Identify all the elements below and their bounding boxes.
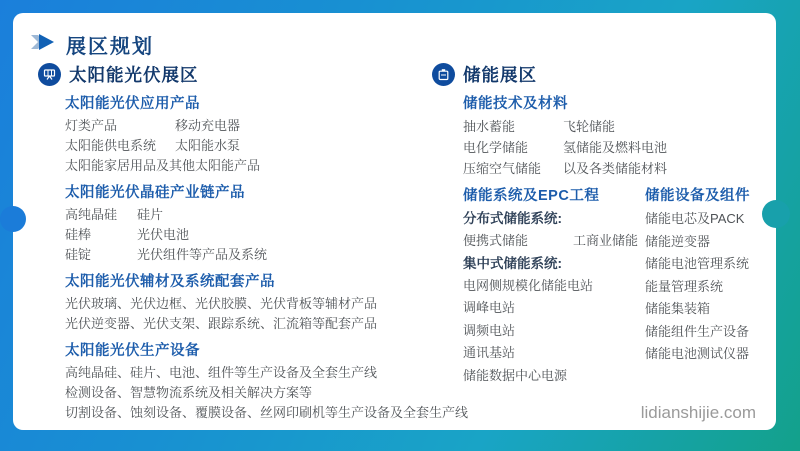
energy-storage-section-title: 储能展区: [463, 64, 537, 85]
pv-group-applications: [65, 95, 430, 176]
group-heading: 储能技术及材料: [463, 96, 568, 112]
list-item: 硅棒 光伏电池: [65, 227, 190, 242]
list-item: 抽水蓄能 飞轮储能: [463, 119, 616, 134]
storage-group-equipment: [645, 179, 774, 387]
list-item: 太阳能家居用品及其他太阳能产品: [65, 158, 261, 173]
solar-pv-section-title: 太阳能光伏展区: [69, 64, 199, 85]
group-heading: 太阳能光伏晶硅产业链产品: [65, 185, 245, 201]
energy-storage-section-header: [432, 61, 774, 87]
list-item: 储能集装箱: [645, 301, 711, 316]
list-item: 电化学储能 氢储能及燃料电池: [463, 140, 668, 155]
energy-storage-section: [432, 61, 774, 387]
battery-icon: [432, 63, 455, 86]
list-item: 硅锭 光伏组件等产品及系统: [65, 247, 268, 262]
watermark: lidianshijie.com: [640, 403, 756, 422]
list-item: 储能组件生产设备: [645, 323, 750, 339]
list-item: 便携式储能 工商业储能: [463, 233, 639, 248]
list-item: 储能数据中心电源: [463, 367, 568, 383]
list-item: 切割设备、蚀刻设备、覆膜设备、丝网印刷机等生产设备及全套生产线: [65, 405, 469, 420]
storage-group-epc: [463, 179, 645, 387]
double-chevron-icon: [30, 31, 58, 58]
group-heading: 太阳能光伏辅材及系统配套产品: [65, 274, 275, 290]
pv-group-silicon-chain: [65, 184, 430, 265]
list-item: 高纯晶硅 硅片: [65, 207, 164, 222]
list-item: 太阳能供电系统 太阳能水泵: [65, 138, 241, 153]
distributed-systems-subhead: 分布式储能系统:: [463, 211, 562, 226]
page-title: 展区规划: [66, 36, 154, 58]
list-item: 储能电池测试仪器: [645, 346, 750, 361]
page-header: [30, 30, 154, 59]
list-item: 能量管理系统: [645, 278, 724, 294]
solar-pv-section-header: [38, 61, 430, 87]
solar-pv-section: [38, 61, 469, 423]
storage-group-materials: [463, 95, 774, 179]
pv-group-production-equipment: [65, 342, 469, 423]
centralized-systems-subhead: 集中式储能系统:: [463, 255, 562, 271]
list-item: 光伏逆变器、光伏支架、跟踪系统、汇流箱等配套产品: [65, 316, 378, 331]
pv-group-auxiliary: [65, 273, 430, 334]
list-item: 调频电站: [463, 322, 516, 338]
list-item: 检测设备、智慧物流系统及相关解决方案等: [65, 385, 313, 400]
list-item: 储能电池管理系统: [645, 256, 750, 271]
list-item: 高纯晶硅、硅片、电池、组件等生产设备及全套生产线: [65, 365, 378, 380]
list-item: 调峰电站: [463, 300, 516, 315]
solar-panel-icon: [38, 63, 61, 86]
list-item: 储能逆变器: [645, 233, 711, 249]
list-item: 电网侧规模化储能电站: [463, 277, 594, 293]
group-heading: 太阳能光伏应用产品: [65, 96, 200, 112]
group-heading: 太阳能光伏生产设备: [65, 343, 200, 359]
left-edge-notch: [0, 206, 26, 232]
list-item: 通讯基站: [463, 345, 516, 360]
list-item: 光伏玻璃、光伏边框、光伏胶膜、光伏背板等辅材产品: [65, 296, 378, 311]
list-item: 储能电芯及PACK: [645, 211, 745, 226]
group-heading: 储能系统及EPC工程: [463, 188, 600, 204]
list-item: 压缩空气储能 以及各类储能材料: [463, 161, 668, 176]
list-item: 灯类产品 移动充电器: [65, 118, 241, 133]
group-heading: 储能设备及组件: [645, 188, 750, 204]
